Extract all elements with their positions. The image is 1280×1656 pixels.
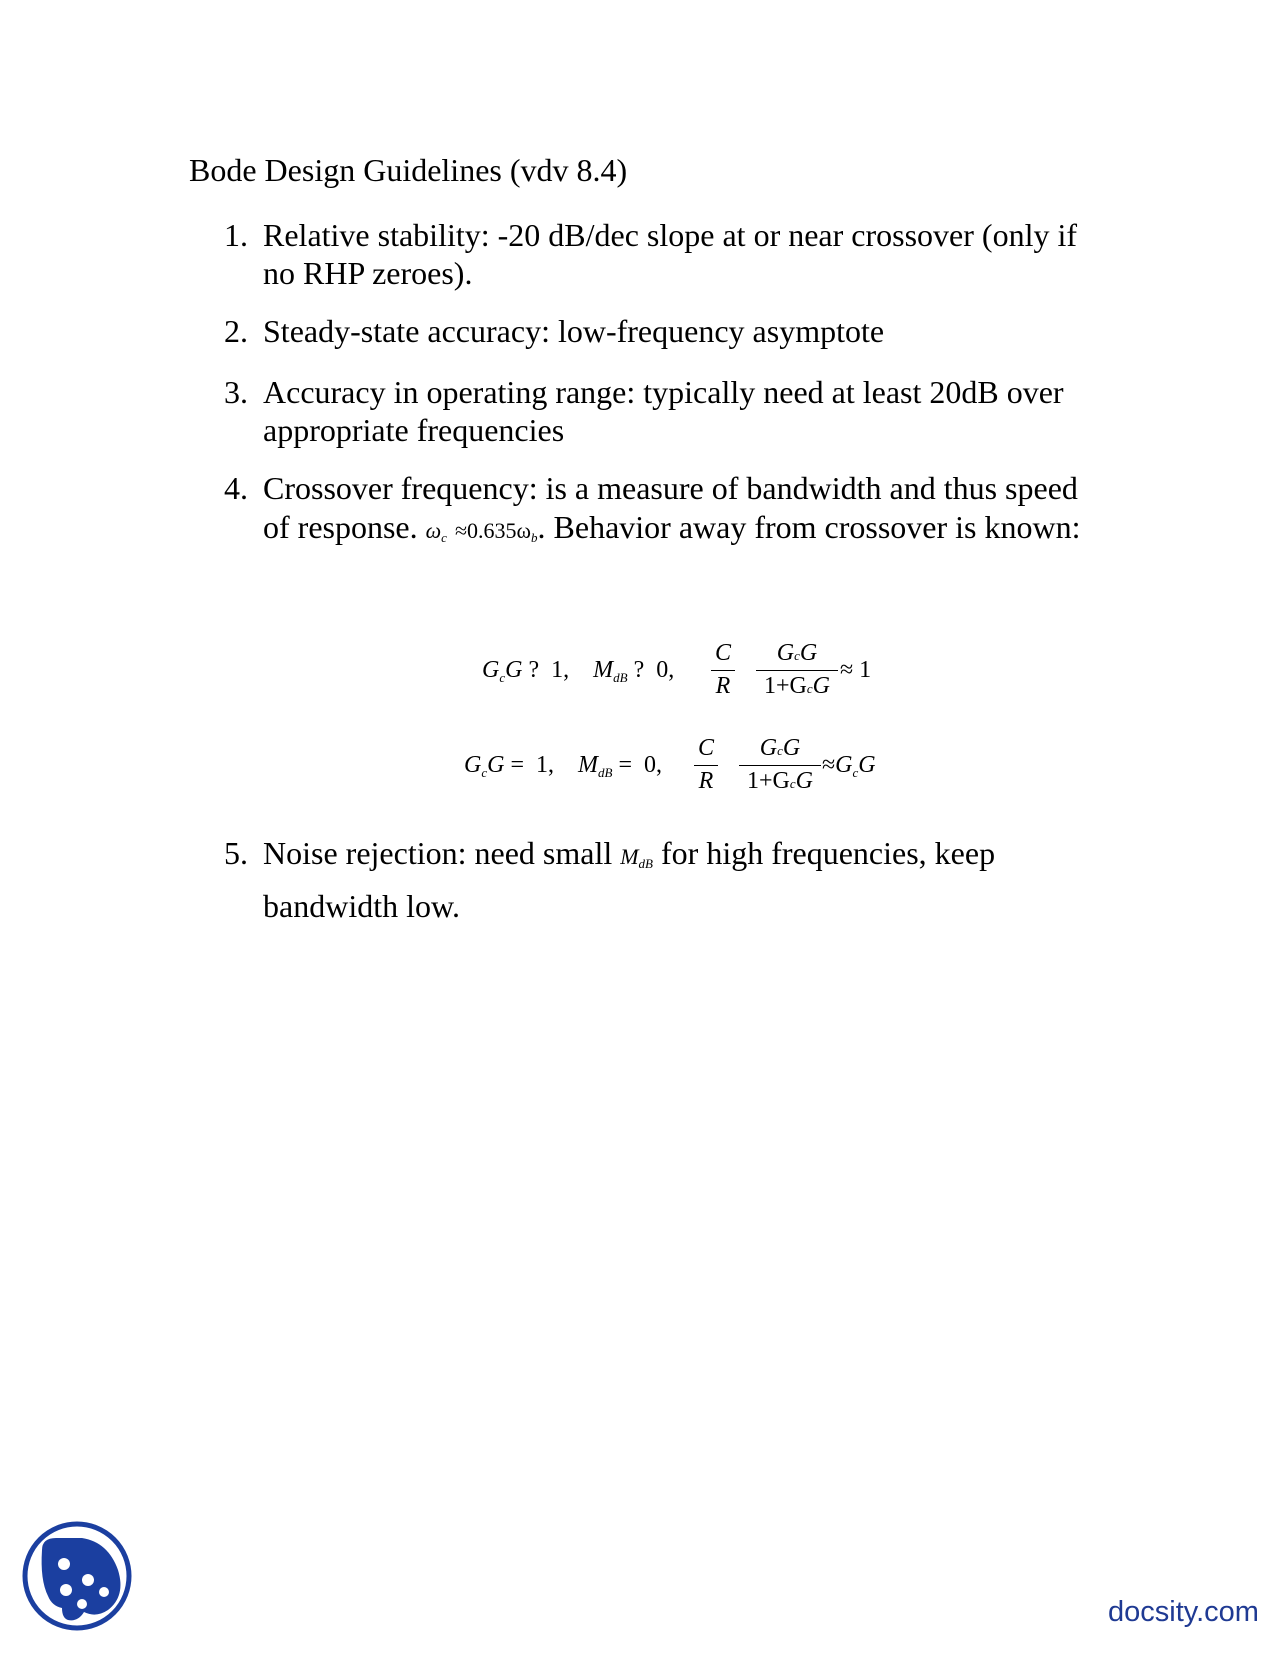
list-item-3 — [224, 373, 1104, 449]
list-item-4 — [224, 469, 1104, 557]
equation-1-fraction-cr: C R — [711, 640, 735, 700]
list-item-2 — [224, 312, 1104, 350]
equation-2-result: $\approx G_cG$ — [822, 752, 876, 780]
list-text — [263, 469, 1104, 557]
list-number: 1. — [224, 217, 248, 253]
text-before: Noise rejection: need small — [263, 835, 613, 871]
list-number: 4. — [224, 470, 248, 506]
equation-2-lhs: $G_cG = 1$, $M_{dB} = 0$, — [464, 752, 663, 780]
omega-c-math: $\omega_c \approx 0.635\omega_b$ — [425, 518, 538, 545]
list-number: 2. — [224, 313, 248, 349]
docsity-brand-link[interactable]: docsity.com — [1108, 1596, 1259, 1628]
text-after: . Behavior away from crossover is known: — [537, 509, 1081, 545]
list-text: Steady-state accuracy: low-frequency asymptote — [263, 313, 885, 349]
list-item-1 — [224, 216, 1104, 292]
list-number: 3. — [224, 374, 248, 410]
equation-1-result: ≈ 1 — [840, 657, 872, 683]
list-number: 5. — [224, 835, 248, 871]
equation-1-fraction-gain: GcG 1+GcG — [756, 640, 838, 700]
list-item-5 — [224, 832, 1104, 928]
equation-2-fraction-cr: C R — [694, 735, 718, 795]
equation-1-lhs: $G_cG$ ? 1, $M_{dB}$ ? 0, — [482, 657, 675, 685]
document-title: Bode Design Guidelines (vdv 8.4) — [189, 152, 628, 188]
list-text: Relative stability: -20 dB/dec slope at or near crossover (only if no RHP zeroes). — [263, 217, 1077, 291]
list-text: Accuracy in operating range: typically need at least 20dB over appropriate frequencies — [263, 374, 1064, 448]
list-text — [263, 832, 1104, 928]
m-db-math: $M_{dB}$ — [620, 844, 653, 871]
text-after: for high frequencies, keep bandwidth low. — [263, 835, 996, 924]
equation-2-fraction-gain: GcG 1+GcG — [739, 735, 821, 795]
docsity-logo-icon — [22, 1520, 132, 1632]
text-before: Crossover frequency: is a measure of bandwidth and thus speed of response. — [263, 470, 1078, 545]
